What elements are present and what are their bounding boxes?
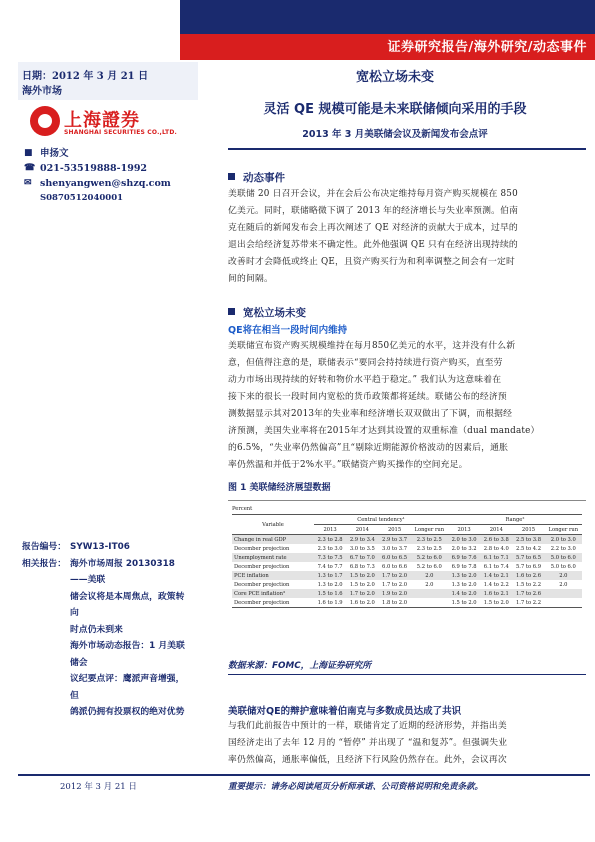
user-icon: ■ <box>24 148 33 158</box>
mail-icon: ✉ <box>24 178 32 188</box>
table-cell: 1.6 to 2.6 <box>516 572 542 579</box>
table-row <box>232 544 582 553</box>
table-cell: 1.6 to 2.0 <box>349 599 375 606</box>
table-cell: 5.2 to 6.0 <box>416 563 442 570</box>
company-logo <box>30 104 180 140</box>
table-cell: 1.5 to 1.6 <box>317 590 343 597</box>
analyst-block <box>24 146 171 206</box>
square-bullet-icon <box>228 308 235 315</box>
table-year-header: 2014 <box>355 526 369 533</box>
analyst-name-row <box>24 146 171 161</box>
table-cell: 1.3 to 2.0 <box>317 581 343 588</box>
table-cell: 1.5 to 2.0 <box>349 581 375 588</box>
table-cell: 5.7 to 6.9 <box>516 563 542 570</box>
table-cell: 6.8 to 7.3 <box>349 563 375 570</box>
analyst-name: 申扬文 <box>40 148 69 159</box>
table-cell: 7.4 to 7.7 <box>317 563 343 570</box>
report-info-block <box>22 539 188 721</box>
analyst-phone-row <box>24 161 171 176</box>
table-cell <box>545 589 582 598</box>
related-reports-label: 相关报告： <box>22 558 66 569</box>
table-cell: 1.4 to 2.0 <box>451 590 477 597</box>
table-year-header: 2015 <box>387 526 402 533</box>
table-year-header: 2013 <box>457 526 471 533</box>
table-cell <box>411 589 448 598</box>
table-year-header: 2014 <box>489 526 503 533</box>
table-cell: 2.6 to 3.8 <box>483 536 509 543</box>
table-row-label: PCE inflation <box>234 572 269 579</box>
table-cell: 2.0 <box>425 572 434 579</box>
title-rule <box>228 148 586 150</box>
table-cell: 2.0 <box>559 572 568 579</box>
table-row <box>232 571 582 580</box>
table-cell: 2.3 to 2.8 <box>317 536 343 543</box>
table-year-header: 2013 <box>323 526 337 533</box>
table-cell: 1.7 to 2.0 <box>349 590 375 597</box>
analyst-cert: S0870512040001 <box>40 193 124 203</box>
table-cell: 1.5 to 2.2 <box>516 581 542 588</box>
table-row-label: Change in real GDP <box>234 536 287 543</box>
table-cell: 1.5 to 2.0 <box>349 572 375 579</box>
table-row <box>232 535 582 545</box>
logo-en-text: SHANGHAI SECURITIES CO.,LTD. <box>64 129 178 136</box>
table-cell: 1.4 to 2.2 <box>483 581 509 588</box>
table-year-header: Longer run <box>548 526 579 533</box>
figure-source: 数据来源：FOMC，上海证券研究所 <box>228 661 372 671</box>
section-consensus-body: 与我们此前报告中预计的一样，联储肯定了近期的经济形势，并指出美 国经济走出了去年 12 月的 “暂停” 并出现了 “温和复苏”。但强调失业 率仍然偏高，通胀率偏低，且经济下行风险仍然存在。此外，会议再次 <box>228 721 508 765</box>
table-cell: 6.7 to 7.0 <box>349 554 375 561</box>
table-cell: 1.5 to 2.0 <box>451 599 477 606</box>
subsection-heading-qe: QE将在相当一段时间内维持 <box>228 325 348 336</box>
table-cell: 6.1 to 7.1 <box>483 554 509 561</box>
footer-disclaimer: 重要提示：请务必阅读尾页分析师承诺、公司资格说明和免责条款。 <box>228 782 484 792</box>
table-row-label: Core PCE inflation³ <box>234 590 286 597</box>
table-cell: 2.5 to 4.2 <box>516 545 542 552</box>
table-cell: 6.1 to 7.4 <box>483 563 509 570</box>
table-row <box>232 598 582 608</box>
report-code-label: 报告编号： <box>22 542 66 552</box>
table-cell: 2.3 to 2.5 <box>416 536 442 543</box>
table-cell: 5.2 to 6.0 <box>416 554 442 561</box>
table-cell: 2.0 to 3.2 <box>451 545 477 552</box>
related-reports-row <box>22 556 188 721</box>
table-cell: 1.3 to 2.0 <box>451 581 477 588</box>
table-cell: 6.0 to 6.6 <box>382 563 408 570</box>
report-date: 日期：2012 年 3 月 21 日 <box>22 71 149 82</box>
table-percent-label: Percent <box>232 506 253 512</box>
table-cell: 1.7 to 2.0 <box>382 572 408 579</box>
table-cell: 2.0 <box>559 581 568 588</box>
table-cell: 5.0 to 6.0 <box>550 554 576 561</box>
table-cell: 2.3 to 3.0 <box>317 545 343 552</box>
header-navy-band <box>180 0 595 34</box>
table-cell: 2.9 to 3.4 <box>349 536 375 543</box>
table-cell: 5.7 to 6.5 <box>516 554 542 561</box>
table-cell: 6.9 to 7.6 <box>451 554 477 561</box>
table-cell: 1.8 to 2.0 <box>382 599 408 606</box>
table-row <box>232 553 582 562</box>
report-subtitle: 灵活 QE 规模可能是未来联储倾向采用的手段 <box>263 102 527 117</box>
report-category: 证券研究报告/海外研究/动态事件 <box>387 40 587 55</box>
phone-icon: ☎ <box>24 163 36 173</box>
table-row-label: December projection <box>234 563 290 570</box>
table-row-label: December projection <box>234 599 290 606</box>
section-heading-events: 动态事件 <box>228 170 285 185</box>
table-cell: 2.8 to 4.0 <box>483 545 509 552</box>
table-central-header: Central tendency¹ <box>314 515 448 525</box>
table-cell: 1.5 to 2.0 <box>483 599 509 606</box>
report-code-row <box>22 539 188 556</box>
section-events-body: 美联储 20 日召开会议，并在会后公布决定维持每月资产购买规模在 850 亿美元。同时，联储略微下调了 2013 年的经济增长与失业率预测。伯南 克在随后的新闻发布会上再次阐述了 QE 对经济的贡献大于成本，过早的 退出会给经济复苏带来不确定性。此外他强调 QE 只有在经济出现持续的 改善时才会降低或终止 QE，且资产购买行为和利率调整之间会有一定时 间的间隔。 <box>228 189 519 284</box>
table-cell: 2.5 to 3.8 <box>516 536 542 543</box>
square-bullet-icon <box>228 173 235 180</box>
table-cell: 2.0 to 3.0 <box>550 536 576 543</box>
table-row <box>232 589 582 598</box>
table-cell: 3.0 to 3.5 <box>349 545 375 552</box>
projection-table <box>232 506 582 608</box>
table-cell <box>411 598 448 608</box>
table-cell: 1.6 to 2.1 <box>483 590 509 597</box>
table-cell: 1.7 to 2.0 <box>382 581 408 588</box>
report-code-value: SYW13-IT06 <box>70 542 130 552</box>
table-row-label: December projection <box>234 545 290 552</box>
table-cell: 5.0 to 6.0 <box>550 563 576 570</box>
table-cell: 1.9 to 2.0 <box>382 590 408 597</box>
logo-mark-icon <box>30 106 60 136</box>
table-year-header: 2015 <box>521 526 536 533</box>
table-cell: 1.4 to 2.1 <box>483 572 509 579</box>
table-cell: 2.2 to 3.0 <box>550 545 576 552</box>
table-row-label: Unemployment rate <box>234 554 287 561</box>
figure-rule <box>228 674 586 675</box>
table-row <box>232 562 582 571</box>
table-cell: 1.7 to 2.2 <box>516 599 542 606</box>
table-cell: 7.3 to 7.5 <box>317 554 343 561</box>
table-cell: 2.0 <box>425 581 434 588</box>
analyst-email[interactable]: shenyangwen@shzq.com <box>40 178 171 189</box>
table-cell: 6.9 to 7.8 <box>451 563 477 570</box>
table-cell: 2.3 to 2.5 <box>416 545 442 552</box>
report-subtitle-2: 2013 年 3 月美联储会议及新闻发布会点评 <box>302 129 488 140</box>
figure-title: 图 1 美联储经济展望数据 <box>228 483 331 493</box>
related-reports-list[interactable]: 海外市场周报 20130318——美联 储会议将是本周焦点，政策转向 时点仍未到来 海外市场动态报告：1 月美联储会 议纪要点评：鹰派声音增强，但 鸽派仍拥有投票权的绝对优势 <box>70 558 185 717</box>
table-row-label: December projection <box>234 581 290 588</box>
table-cell: 2.0 to 3.0 <box>451 536 477 543</box>
report-title: 宽松立场未变 <box>355 70 434 85</box>
table-cell: 3.0 to 3.7 <box>382 545 408 552</box>
table-cell: 6.0 to 6.5 <box>382 554 408 561</box>
table-range-header: Range² <box>448 515 582 525</box>
section-stance-body: 美联储宣布资产购买规模维持在每月850亿美元的水平，这并没有什么新 意，但值得注意的是，联储表示“要同会持持续进行资产购买，直至劳 动力市场出现持续的好转和物价水平趋于稳定。” 我们认为这意味着在 接下来的很长一段时间内宽松的货币政策都将延续。联储公布的经济预 测数据显示其对2013年的失业率和经济增长双双做出了下调，而根据经 济预测，美国失业率将在2015年才达到其设置的双重标准（dual mandate） 的6.5%，“失业率仍然偏高”且“剔除近期能源价格波动的因素后，通胀 率仍然温和并低于2%水平。”联储资产购买操作的空间充足。 <box>228 341 540 470</box>
table-variable-header: Variable <box>232 515 314 535</box>
analyst-email-row <box>24 176 171 191</box>
table-cell: 1.3 to 2.0 <box>451 572 477 579</box>
projection-data-table <box>232 514 582 608</box>
table-year-header: Longer run <box>414 526 445 533</box>
table-cell <box>545 598 582 608</box>
footer-rule <box>18 774 590 776</box>
footer-date: 2012 年 3 月 21 日 <box>60 782 137 792</box>
table-cell: 1.6 to 1.9 <box>317 599 343 606</box>
report-market: 海外市场 <box>22 86 62 97</box>
analyst-phone: 021-53519888-1992 <box>40 163 148 174</box>
logo-cn-text: 上海證券 <box>64 110 140 131</box>
table-row <box>232 580 582 589</box>
table-cell: 1.3 to 1.7 <box>317 572 343 579</box>
table-cell: 1.7 to 2.6 <box>516 590 542 597</box>
table-cell: 2.9 to 3.7 <box>382 536 408 543</box>
section-heading-consensus: 美联储对QE的辩护意味着伯南克与多数成员达成了共识 <box>228 706 462 717</box>
section-heading-stance: 宽松立场未变 <box>228 305 306 320</box>
